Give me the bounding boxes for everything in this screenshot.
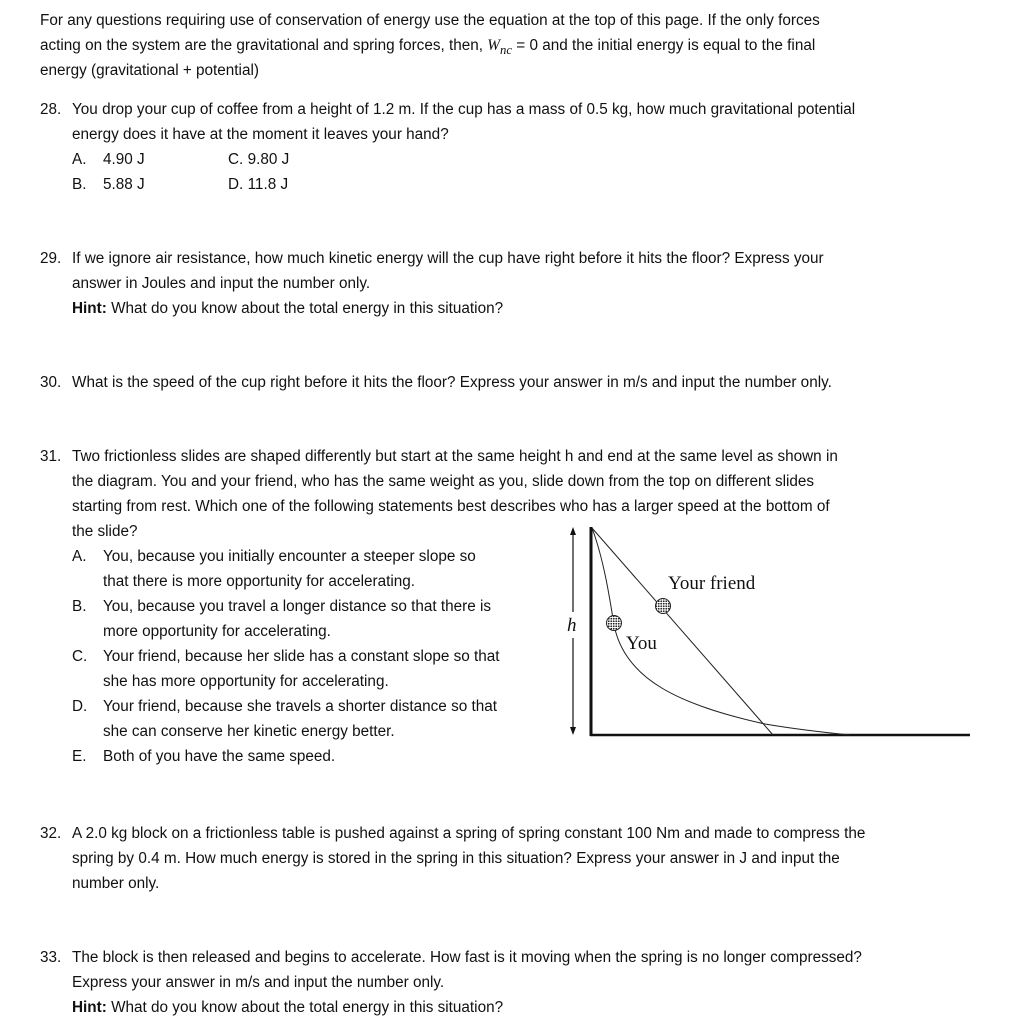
question-number: 29.: [40, 250, 62, 267]
height-label: h: [567, 615, 577, 636]
option-b[interactable]: You, because you travel a longer distance so that there is: [103, 598, 492, 615]
question-number: 28.: [40, 101, 62, 118]
option-letter: A.: [72, 548, 87, 565]
question-text: number only.: [72, 875, 160, 892]
question-text: If we ignore air resistance, how much kinetic energy will the cup have right before it hits the floor? Express your: [72, 250, 824, 267]
hint: [72, 998, 503, 1018]
question-text: The block is then released and begins to accelerate. How fast is it moving when the spring is no longer compressed?: [72, 949, 862, 966]
question-text: A 2.0 kg block on a frictionless table is pushed against a spring of spring constant 100 Nm and made to compress the: [72, 825, 866, 842]
option-text: 11.8 J: [247, 176, 289, 193]
friend-label: Your friend: [668, 573, 756, 594]
your-ball: [607, 616, 622, 631]
you-label: You: [626, 633, 657, 654]
hint-text: What do you know about the total energy in this situation?: [106, 999, 504, 1016]
option-letter: B.: [72, 176, 87, 193]
question-text: Two frictionless slides are shaped differently but start at the same height h and end at the same level as shown in: [72, 448, 838, 465]
option-d-cont[interactable]: she can conserve her kinetic energy better.: [103, 723, 395, 740]
option-a-cont[interactable]: that there is more opportunity for accelerating.: [103, 573, 416, 590]
option-d[interactable]: Your friend, because she travels a shorter distance so that: [103, 698, 497, 715]
hint-label: Hint:: [72, 300, 107, 317]
option-a[interactable]: You, because you initially encounter a steeper slope so: [103, 548, 476, 565]
option-c-cont[interactable]: she has more opportunity for accelerating.: [103, 673, 389, 690]
question-number: 31.: [40, 448, 62, 465]
intro-text: acting on the system are the gravitational and spring forces, then,: [40, 37, 484, 54]
option-letter: C.: [72, 648, 88, 665]
option-letter: C.: [228, 151, 244, 168]
question-number: 33.: [40, 949, 62, 966]
question-text: What is the speed of the cup right before it hits the floor? Express your answer in m/s and input the number only.: [72, 374, 832, 391]
w-letter: W: [487, 37, 501, 54]
question-text: starting from rest. Which one of the following statements best describes who has a larger speed at the bottom of: [72, 498, 830, 515]
friend-ball: [656, 599, 671, 614]
option-c[interactable]: Your friend, because her slide has a constant slope so that: [103, 648, 500, 665]
question-text: energy does it have at the moment it leaves your hand?: [72, 126, 449, 143]
friend-slide: [592, 528, 773, 735]
hint-text: What do you know about the total energy in this situation?: [106, 300, 504, 317]
option-b[interactable]: 5.88 J: [103, 176, 145, 193]
your-slide: [592, 528, 850, 735]
w-subscript: nc: [500, 43, 513, 58]
question-text: Express your answer in m/s and input the number only.: [72, 974, 445, 991]
option-letter: A.: [72, 151, 87, 168]
question-text: the slide?: [72, 523, 138, 540]
intro-line: For any questions requiring use of conservation of energy use the equation at the top of this page. If the only forces: [40, 12, 820, 29]
option-letter: B.: [72, 598, 87, 615]
question-text: answer in Joules and input the number only.: [72, 275, 371, 292]
question-number: 30.: [40, 374, 62, 391]
option-letter: D.: [228, 176, 244, 193]
option-text: 9.80 J: [247, 151, 290, 168]
intro-text: = 0 and the initial energy is equal to the final: [512, 37, 816, 54]
question-text: the diagram. You and your friend, who has the same weight as you, slide down from the top on different slides: [72, 473, 815, 490]
option-a[interactable]: 4.90 J: [103, 151, 145, 168]
question-number: 32.: [40, 825, 62, 842]
question-text: You drop your cup of coffee from a height of 1.2 m. If the cup has a mass of 0.5 kg, how much gravitational potential: [72, 101, 856, 118]
option-letter: D.: [72, 698, 88, 715]
option-letter: E.: [72, 748, 87, 765]
option-b-cont[interactable]: more opportunity for accelerating.: [103, 623, 331, 640]
intro-line: energy (gravitational + potential): [40, 62, 259, 79]
question-text: spring by 0.4 m. How much energy is stored in the spring in this situation? Express your answer in J and input the: [72, 850, 840, 867]
hint-label: Hint:: [72, 999, 107, 1016]
option-e[interactable]: Both of you have the same speed.: [103, 748, 336, 765]
